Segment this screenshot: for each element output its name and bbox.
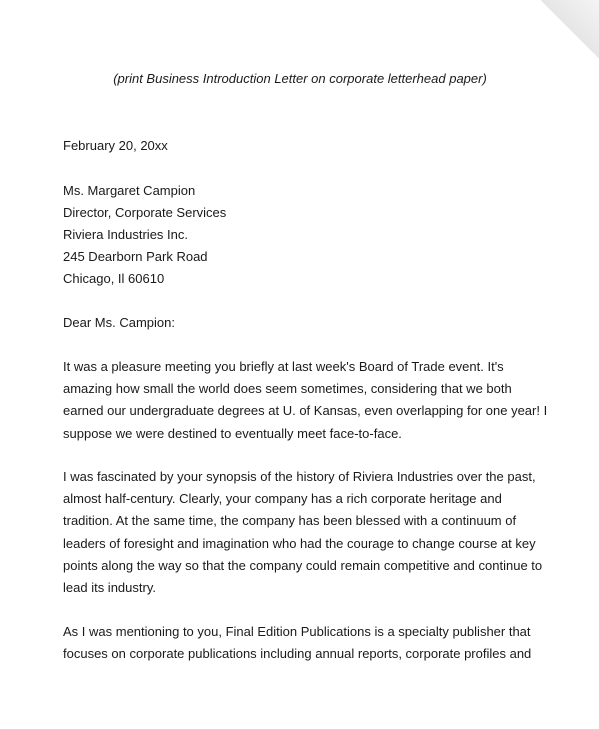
paragraph-line: lead its industry. [63,580,156,596]
recipient-street: 245 Dearborn Park Road [63,249,208,264]
paragraph-line: I was fascinated by your synopsis of the history of Riviera Industries over the past, [63,469,536,484]
paragraph-line: tradition. At the same time, the company has been blessed with a continuum of [63,513,517,529]
letter-date: February 20, 20xx [63,138,168,153]
salutation: Dear Ms. Campion: [63,315,175,330]
paragraph-line: focuses on corporate publications including annual reports, corporate profiles and [63,646,532,662]
paragraph-line: It was a pleasure meeting you briefly at last week's Board of Trade event. It's [63,359,504,374]
paragraph-line: points along the way so that the company could remain competitive and continue to [63,557,543,573]
paragraph-2 [63,466,543,599]
paragraph-line: almost half-century. Clearly, your company has a rich corporate heritage and [63,491,502,507]
paragraph-line: earned our undergraduate degrees at U. of Kansas, even overlapping for one year! I [63,403,548,419]
recipient-name: Ms. Margaret Campion [63,183,196,198]
recipient-address-block [63,180,543,290]
paragraph-3 [63,621,543,665]
paragraph-line: suppose we were destined to eventually meet face-to-face. [63,425,402,441]
recipient-title: Director, Corporate Services [63,205,227,220]
paragraph-1 [63,356,548,445]
recipient-company: Riviera Industries Inc. [63,227,188,242]
paragraph-line: As I was mentioning to you, Final Edition Publications is a specialty publisher that [63,624,531,639]
paragraph-line: amazing how small the world does seem sometimes, considering that we both [63,381,512,397]
paragraph-line: leaders of foresight and imagination who had the courage to change course at key [63,535,536,551]
page-fold-corner [541,0,599,58]
recipient-city: Chicago, Il 60610 [63,271,165,286]
print-instruction-note: (print Business Introduction Letter on corporate letterhead paper) [113,71,487,86]
